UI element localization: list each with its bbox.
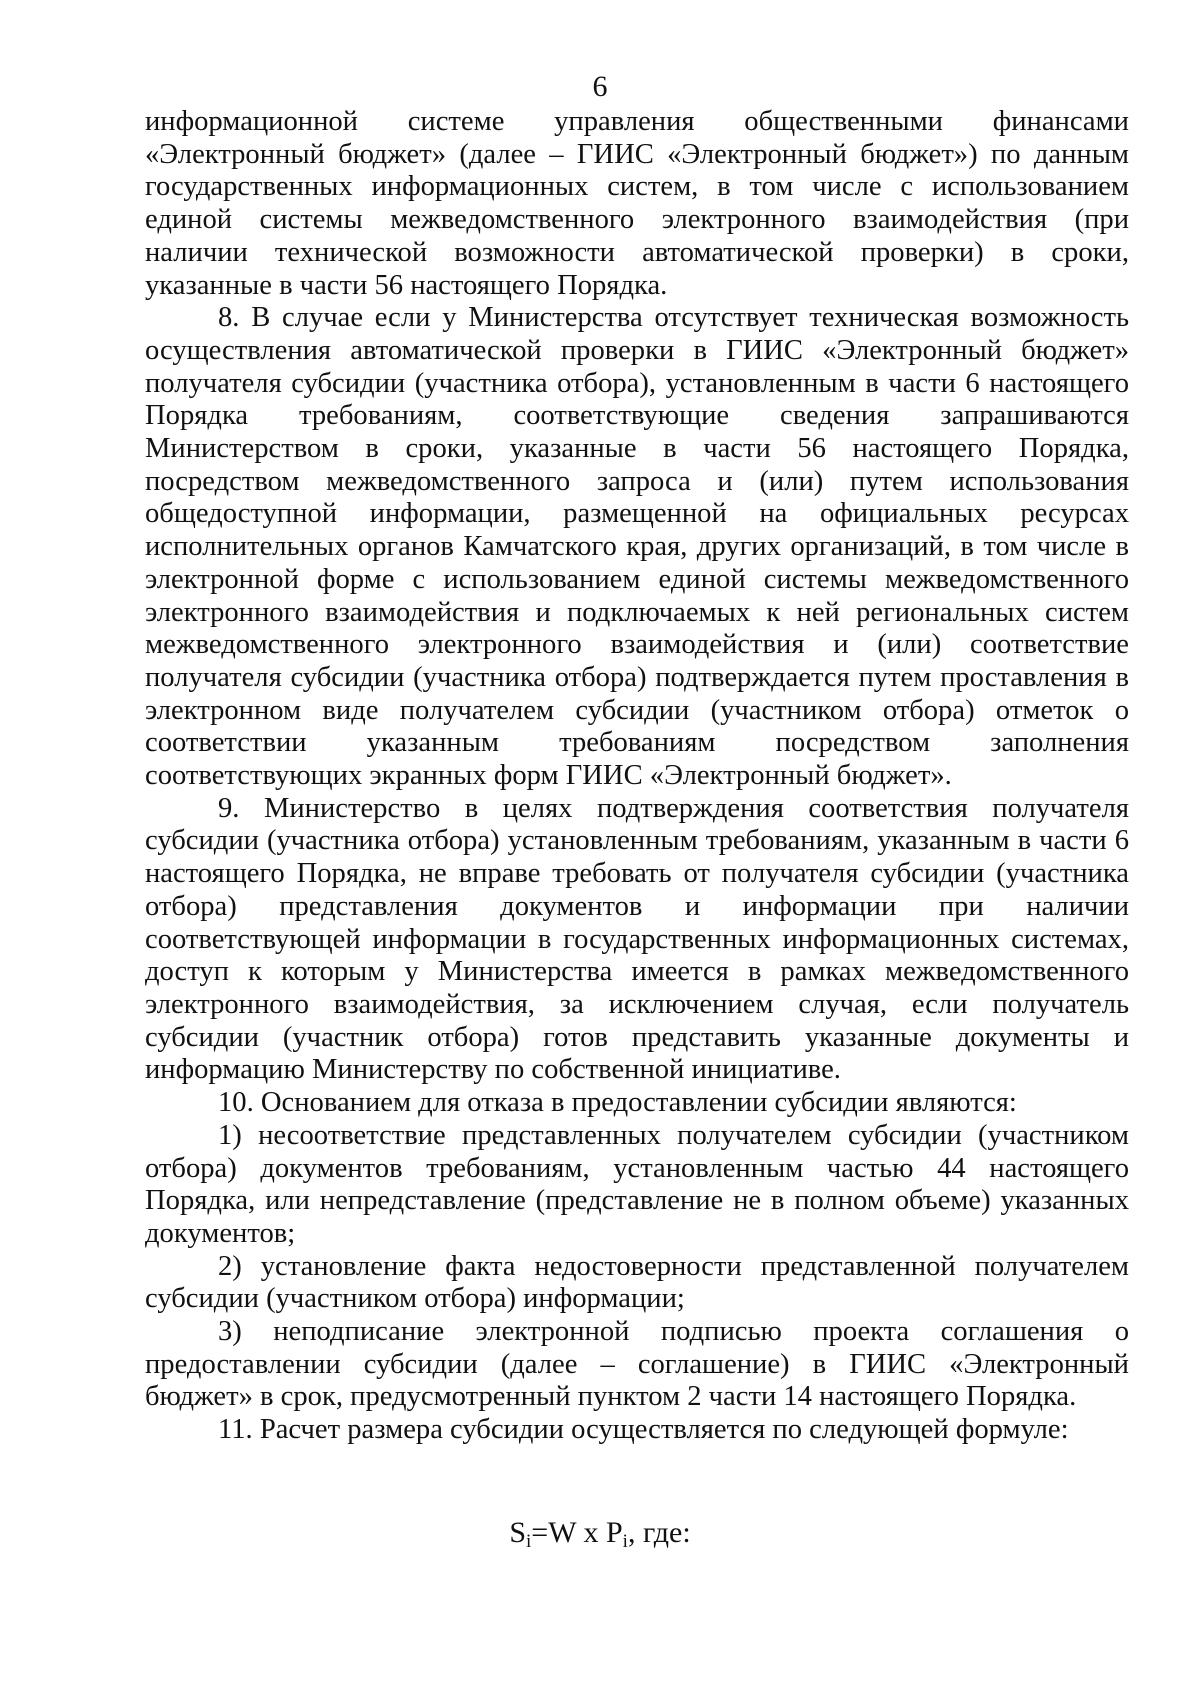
paragraph-continuation: информационной системе управления общественными финансами «Электронный бюджет» (далее – ГИИС «Электронный бюджет») по данным государственных информационных систем, в том числе с использованием единой системы межведомственного электронного взаимодействия (при наличии технической возможности автоматической проверки) в сроки, указанные в части 56 настоящего Порядка. <box>145 106 1129 301</box>
paragraph-subitem-3: 3) неподписание электронной подписью проекта соглашения о предоставлении субсидии (далее – соглашение) в ГИИС «Электронный бюджет» в срок, предусмотренный пунктом 2 части 14 настоящего Порядка. <box>145 1316 1129 1413</box>
formula-middle: =W x P <box>531 1516 623 1549</box>
paragraph-item-8: 8. В случае если у Министерства отсутствует техническая возможность осуществления автоматической проверки в ГИИС «Электронный бюджет» получателя субсидии (участника отбора), установленным в части 6 настоящего Порядка требованиям, соответствующие сведения запрашиваются Министерством в сроки, указанные в части 56 настоящего Порядка, посредством межведомственного запроса и (или) путем использования общедоступной информации, размещенной на официальных ресурсах исполнительных органов Камчатского края, других организаций, в том числе в электронной форме с использованием единой системы межведомственного электронного взаимодействия и подключаемых к ней региональных систем межведомственного электронного взаимодействия и (или) соответствие получателя субсидии (участника отбора) подтверждается путем проставления в электронном виде получателем субсидии (участником отбора) отметок о соответствии указанным требованиям посредством заполнения соответствующих экранных форм ГИИС «Электронный бюджет». <box>145 302 1129 792</box>
paragraph-item-9: 9. Министерство в целях подтверждения соответствия получателя субсидии (участника отбора) установленным требованиям, указанным в части 6 настоящего Порядка, не вправе требовать от получателя субсидии (участника отбора) представления документов и информации при наличии соответствующей информации в государственных информационных системах, доступ к которым у Министерства имеется в рамках межведомственного электронного взаимодействия, за исключением случая, если получатель субсидии (участник отбора) готов представить указанные документы и информацию Министерству по собственной инициативе. <box>145 792 1129 1086</box>
paragraph-subitem-2: 2) установление факта недостоверности представленной получателем субсидии (участником отбора) информации; <box>145 1250 1129 1315</box>
paragraph-item-10: 10. Основанием для отказа в предоставлении субсидии являются: <box>218 1087 1017 1119</box>
paragraph-subitem-1: 1) несоответствие представленных получателем субсидии (участником отбора) документов требованиям, установленным частью 44 настоящего Порядка, или непредставление (представление не в полном объеме) указанных документов; <box>145 1119 1129 1249</box>
formula-subscript-s: i <box>526 1531 532 1552</box>
formula-symbol-s: S <box>509 1516 526 1549</box>
page-number: 6 <box>592 70 608 103</box>
formula-subscript-p: i <box>622 1531 628 1552</box>
document-body <box>145 106 1129 1447</box>
paragraph-item-11: 11. Расчет размера субсидии осуществляется по следующей формуле: <box>218 1414 1069 1446</box>
subsidy-formula <box>0 1515 1200 1551</box>
formula-tail: , где: <box>627 1516 691 1549</box>
